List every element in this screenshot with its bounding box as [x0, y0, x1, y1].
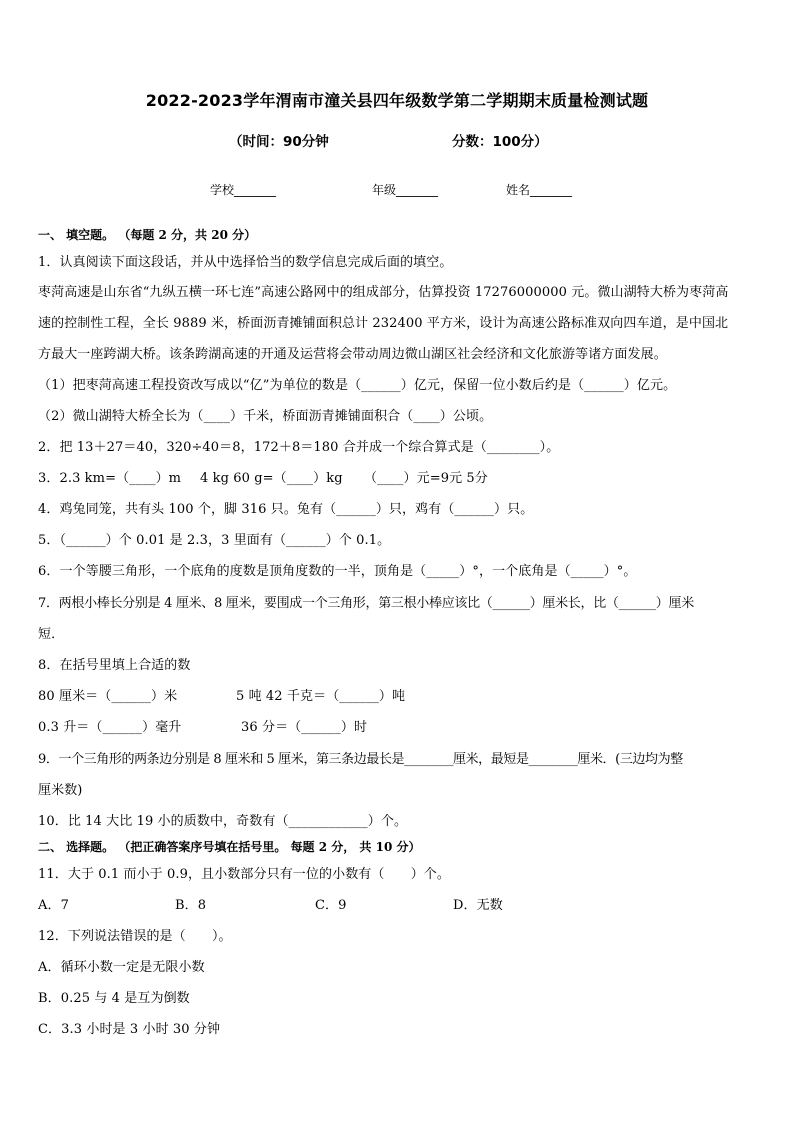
grade-field[interactable]: 年级_______	[372, 183, 439, 197]
question-3-a: 3．2.3 km=（____）m	[38, 471, 182, 486]
question-9-line-1: 9．一个三角形的两条边分别是 8 厘米和 5 厘米，第三条边最长是________厘米，最短是________厘米．(三边均为整	[38, 752, 683, 767]
question-1-passage-1: 枣菏高速是山东省“九纵五横一环七连”高速公路网中的组成部分，估算投资 17276000000 元。微山湖特大桥为枣菏高	[38, 285, 729, 300]
score-label: 分数：100分）	[452, 134, 548, 150]
exam-title: 2022-2023学年渭南市潼关县四年级数学第二学期期末质量检测试题	[145, 91, 649, 110]
question-1-passage-3: 方最大一座跨湖大桥。该条跨湖高速的开通及运营将会带动周边微山湖区社会经济和文化旅游等诸方面发展。	[38, 347, 667, 362]
question-6: 6．一个等腰三角形，一个底角的度数是顶角度数的一半，顶角是（_____）°，一个底角是（_____）°。	[38, 564, 637, 579]
section2-header: 二、 选择题。 （把正确答案序号填在括号里。 每题 2 分， 共 10 分）	[38, 840, 421, 854]
question-8: 8．在括号里填上合适的数	[38, 658, 191, 673]
name-field[interactable]: 姓名_______	[506, 183, 573, 197]
question-3-b: 4 kg 60 g=（____）kg	[200, 471, 343, 486]
time-label: （时间：90分钟	[229, 134, 329, 150]
question-11-option-d[interactable]: D．无数	[453, 898, 503, 913]
question-1: 1．认真阅读下面这段话，并从中选择恰当的数学信息完成后面的填空。	[38, 255, 453, 270]
question-11: 11．大于 0.1 而小于 0.9，且小数部分只有一位的小数有（ ）个。	[38, 867, 450, 882]
question-10: 10．比 14 大比 19 小的质数中，奇数有（____________）个。	[38, 814, 408, 829]
question-8-a: 80 厘米＝（______）米	[38, 689, 178, 704]
question-12-option-b[interactable]: B．0.25 与 4 是互为倒数	[38, 991, 190, 1006]
question-8-c: 0.3 升＝（______）毫升	[38, 720, 182, 735]
question-12-option-a[interactable]: A．循环小数一定是无限小数	[38, 960, 205, 975]
question-7-line-1: 7．两根小棒长分别是 4 厘米、8 厘米，要围成一个三角形，第三根小棒应该比（______）厘米长，比（______）厘米	[38, 596, 694, 611]
question-11-option-b[interactable]: B．8	[175, 898, 207, 913]
question-11-option-c[interactable]: C．9	[315, 898, 347, 913]
question-8-d: 36 分＝（______）时	[241, 720, 368, 735]
question-2: 2．把 13＋27＝40，320÷40＝8，172＋8＝180 合并成一个综合算式是（________）。	[38, 440, 560, 455]
question-7-line-2: 短．	[38, 627, 65, 642]
question-8-b: 5 吨 42 千克＝（______）吨	[236, 689, 406, 704]
question-4: 4．鸡兔同笼，共有头 100 个，脚 316 只。兔有（______）只，鸡有（______）只。	[38, 502, 534, 517]
question-1-part-2: （2）微山湖特大桥全长为（____）千米，桥面沥青摊铺面积合（____）公顷。	[38, 409, 493, 424]
question-12: 12．下列说法错误的是（ ）。	[38, 929, 232, 944]
question-5: 5．（______）个 0.01 是 2.3，3 里面有（______）个 0.1。	[38, 533, 391, 548]
section1-header: 一、 填空题。 （每题 2 分，共 20 分）	[38, 228, 257, 242]
question-1-passage-2: 速的控制性工程，全长 9889 米，桥面沥青摊铺面积总计 232400 平方米，设计为高速公路标准双向四车道，是中国北	[38, 316, 729, 331]
question-1-part-1: （1）把枣菏高速工程投资改写成以“亿”为单位的数是（______）亿元，保留一位小数后约是（______）亿元。	[38, 378, 677, 393]
question-9-line-2: 厘米数)	[38, 783, 83, 798]
question-3-c: （____）元=9元 5分	[364, 471, 488, 486]
school-field[interactable]: 学校_______	[210, 183, 277, 197]
question-11-option-a[interactable]: A．7	[38, 898, 69, 913]
question-12-option-c[interactable]: C．3.3 小时是 3 小时 30 分钟	[38, 1022, 221, 1037]
